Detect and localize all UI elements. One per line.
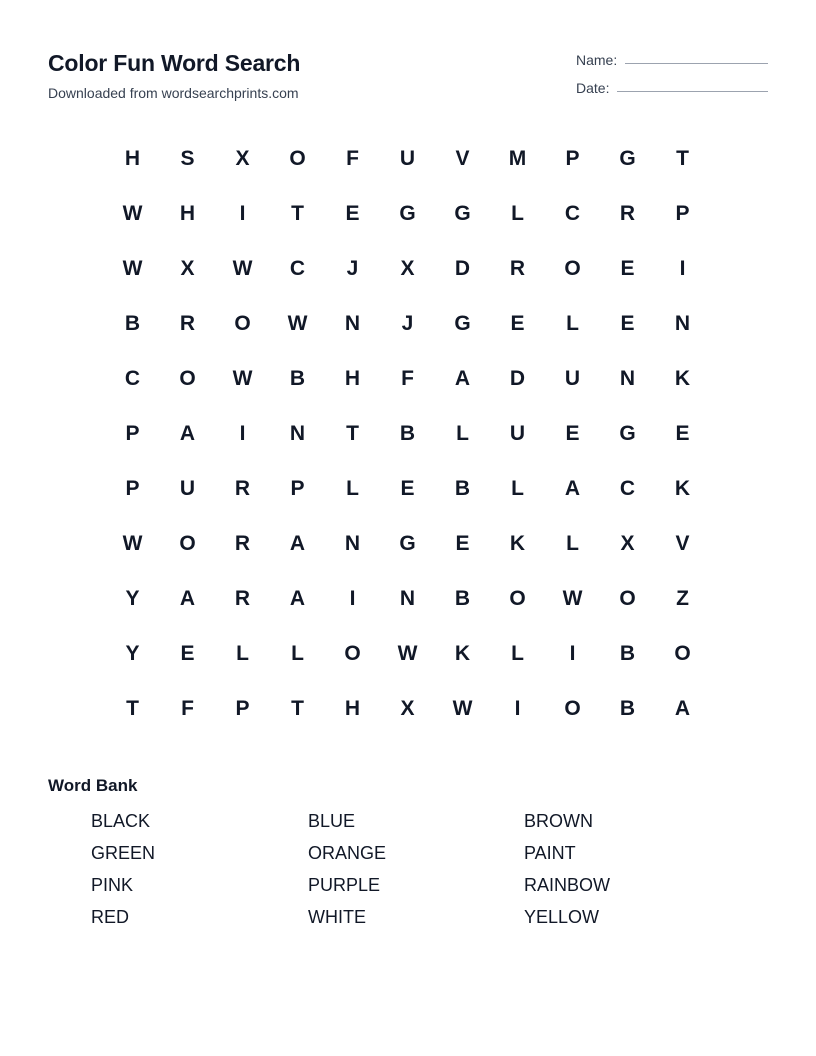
grid-cell[interactable]: X <box>235 146 250 170</box>
word-bank-item: RAINBOW <box>524 875 611 895</box>
grid-cell[interactable]: A <box>454 366 471 390</box>
grid-cell[interactable]: T <box>346 421 359 445</box>
grid-cell[interactable]: R <box>234 586 251 610</box>
grid-cell[interactable]: A <box>179 586 196 610</box>
grid-cell[interactable]: N <box>619 366 636 390</box>
student-fields <box>576 48 768 104</box>
name-field-row <box>576 48 768 68</box>
grid-cell[interactable]: P <box>125 476 140 500</box>
grid-cell[interactable]: I <box>239 201 246 225</box>
grid-cell[interactable]: E <box>345 201 360 225</box>
grid-cell[interactable]: B <box>619 641 636 665</box>
grid-cell[interactable]: B <box>124 311 141 335</box>
grid-cell[interactable]: L <box>291 641 304 665</box>
grid-cell[interactable]: D <box>509 366 526 390</box>
grid-cell[interactable]: B <box>454 586 471 610</box>
grid-cell[interactable]: V <box>455 146 470 170</box>
grid-cell[interactable]: R <box>234 476 251 500</box>
grid-cell[interactable]: O <box>234 311 251 335</box>
word-bank-item: BLUE <box>308 811 356 831</box>
worksheet-header <box>48 50 300 101</box>
word-bank-item: PURPLE <box>308 875 381 895</box>
grid-cell[interactable]: L <box>566 531 579 555</box>
grid-cell[interactable]: K <box>454 641 471 665</box>
grid-cell[interactable]: G <box>619 421 636 445</box>
grid-cell[interactable]: T <box>291 696 304 720</box>
grid-cell[interactable]: A <box>179 421 196 445</box>
grid-cell[interactable]: G <box>399 201 416 225</box>
grid-cell[interactable]: I <box>514 696 521 720</box>
word-bank-item: YELLOW <box>524 907 600 927</box>
word-bank-item: ORANGE <box>308 843 387 863</box>
word-bank-title: Word Bank <box>48 776 138 795</box>
date-field[interactable] <box>617 77 768 92</box>
word-bank-item: WHITE <box>308 907 366 927</box>
grid-cell[interactable]: C <box>619 476 636 500</box>
grid-cell[interactable]: T <box>676 146 689 170</box>
grid-cell[interactable]: S <box>180 146 195 170</box>
grid-cell[interactable]: W <box>232 366 253 390</box>
grid-cell[interactable]: U <box>509 421 526 445</box>
grid-cell[interactable]: E <box>180 641 195 665</box>
grid-cell[interactable]: A <box>289 586 306 610</box>
grid-cell[interactable]: H <box>124 146 141 170</box>
grid-cell[interactable]: O <box>564 256 581 280</box>
grid-cell[interactable]: N <box>674 311 691 335</box>
grid-cell[interactable]: X <box>180 256 195 280</box>
grid-cell[interactable]: N <box>289 421 306 445</box>
grid-cell[interactable]: O <box>289 146 306 170</box>
grid-cell[interactable]: A <box>564 476 581 500</box>
grid-cell[interactable]: X <box>400 696 415 720</box>
grid-cell[interactable]: C <box>564 201 581 225</box>
grid-cell[interactable]: I <box>679 256 686 280</box>
word-bank-item: BROWN <box>524 811 593 831</box>
grid-cell[interactable]: B <box>454 476 471 500</box>
grid-cell[interactable]: B <box>289 366 306 390</box>
page-title: Color Fun Word Search <box>48 50 301 76</box>
grid-cell[interactable]: O <box>179 366 196 390</box>
grid-cell[interactable]: G <box>454 311 471 335</box>
grid-cell[interactable]: R <box>509 256 526 280</box>
grid-cell[interactable]: E <box>620 311 635 335</box>
grid-cell[interactable]: W <box>122 256 143 280</box>
grid-cell[interactable]: O <box>564 696 581 720</box>
grid-cell[interactable]: Z <box>676 586 689 610</box>
grid-cell[interactable]: L <box>346 476 359 500</box>
grid-cell[interactable]: L <box>511 476 524 500</box>
grid-cell[interactable]: I <box>239 421 246 445</box>
grid-cell[interactable]: G <box>454 201 471 225</box>
name-label: Name: <box>576 52 618 68</box>
grid-cell[interactable]: O <box>179 531 196 555</box>
word-bank-item: BLACK <box>91 811 151 831</box>
grid-cell[interactable]: T <box>126 696 139 720</box>
grid-cell[interactable]: W <box>562 586 583 610</box>
word-bank-list <box>91 810 768 928</box>
grid-cell[interactable]: T <box>291 201 304 225</box>
grid-cell[interactable]: H <box>344 696 361 720</box>
grid-cell[interactable]: O <box>674 641 691 665</box>
grid-cell[interactable]: X <box>620 531 635 555</box>
grid-cell[interactable]: J <box>346 256 359 280</box>
grid-cell[interactable]: A <box>674 696 691 720</box>
grid-cell[interactable]: R <box>619 201 636 225</box>
grid-cell[interactable]: E <box>510 311 525 335</box>
grid-cell[interactable]: P <box>290 476 305 500</box>
grid-cell[interactable]: O <box>509 586 526 610</box>
grid-cell[interactable]: F <box>401 366 414 390</box>
letter-grid <box>105 131 710 736</box>
date-label: Date: <box>576 80 610 96</box>
grid-cell[interactable]: P <box>125 421 140 445</box>
grid-cell[interactable]: E <box>620 256 635 280</box>
grid-cell[interactable]: W <box>397 641 418 665</box>
word-bank-item: PINK <box>91 875 134 895</box>
grid-cell[interactable]: P <box>675 201 690 225</box>
grid-cell[interactable]: X <box>400 256 415 280</box>
date-field-row <box>576 76 768 96</box>
grid-cell[interactable]: N <box>399 586 416 610</box>
grid-cell[interactable]: F <box>346 146 359 170</box>
grid-cell[interactable]: O <box>344 641 361 665</box>
grid-cell[interactable]: C <box>124 366 141 390</box>
word-bank-item: PAINT <box>524 843 576 863</box>
word-bank <box>48 776 768 928</box>
grid-cell[interactable]: W <box>232 256 253 280</box>
grid-cell[interactable]: J <box>401 311 414 335</box>
grid-cell[interactable]: L <box>456 421 469 445</box>
grid-cell[interactable]: F <box>181 696 194 720</box>
grid-cell[interactable]: Y <box>125 586 140 610</box>
grid-cell[interactable]: G <box>399 531 416 555</box>
grid-cell[interactable]: E <box>455 531 470 555</box>
grid-cell[interactable]: K <box>674 476 691 500</box>
grid-cell[interactable]: V <box>675 531 690 555</box>
grid-cell[interactable]: D <box>454 256 471 280</box>
grid-cell[interactable]: P <box>235 696 250 720</box>
grid-cell[interactable]: N <box>344 311 361 335</box>
grid-cell[interactable]: K <box>509 531 526 555</box>
grid-cell[interactable]: W <box>287 311 308 335</box>
grid-cell[interactable]: A <box>289 531 306 555</box>
grid-cell[interactable]: Y <box>125 641 140 665</box>
grid-cell[interactable]: E <box>400 476 415 500</box>
grid-cell[interactable]: P <box>565 146 580 170</box>
grid-cell[interactable]: K <box>674 366 691 390</box>
grid-cell[interactable]: L <box>566 311 579 335</box>
word-bank-item: GREEN <box>91 843 156 863</box>
grid-cell[interactable]: L <box>511 201 524 225</box>
grid-cell[interactable]: W <box>122 201 143 225</box>
page-subtitle: Downloaded from wordsearchprints.com <box>48 85 299 101</box>
grid-cell[interactable]: O <box>619 586 636 610</box>
grid-cell[interactable]: E <box>675 421 690 445</box>
grid-cell[interactable]: I <box>349 586 356 610</box>
grid-cell[interactable]: L <box>236 641 249 665</box>
grid-cell[interactable]: R <box>179 311 196 335</box>
grid-cell[interactable]: B <box>619 696 636 720</box>
grid-cell[interactable]: N <box>344 531 361 555</box>
grid-cell[interactable]: H <box>179 201 196 225</box>
grid-cell[interactable]: U <box>399 146 416 170</box>
name-field[interactable] <box>625 49 768 64</box>
grid-cell[interactable]: C <box>289 256 306 280</box>
grid-cell[interactable]: E <box>565 421 580 445</box>
grid-cell[interactable]: W <box>122 531 143 555</box>
grid-cell[interactable]: M <box>508 146 527 170</box>
grid-cell[interactable]: W <box>452 696 473 720</box>
grid-cell[interactable]: G <box>619 146 636 170</box>
word-bank-item: RED <box>91 907 130 927</box>
grid-cell[interactable]: U <box>179 476 196 500</box>
grid-cell[interactable]: H <box>344 366 361 390</box>
grid-cell[interactable]: R <box>234 531 251 555</box>
grid-cell[interactable]: L <box>511 641 524 665</box>
grid-cell[interactable]: B <box>399 421 416 445</box>
grid-cell[interactable]: U <box>564 366 581 390</box>
grid-cell[interactable]: I <box>569 641 576 665</box>
